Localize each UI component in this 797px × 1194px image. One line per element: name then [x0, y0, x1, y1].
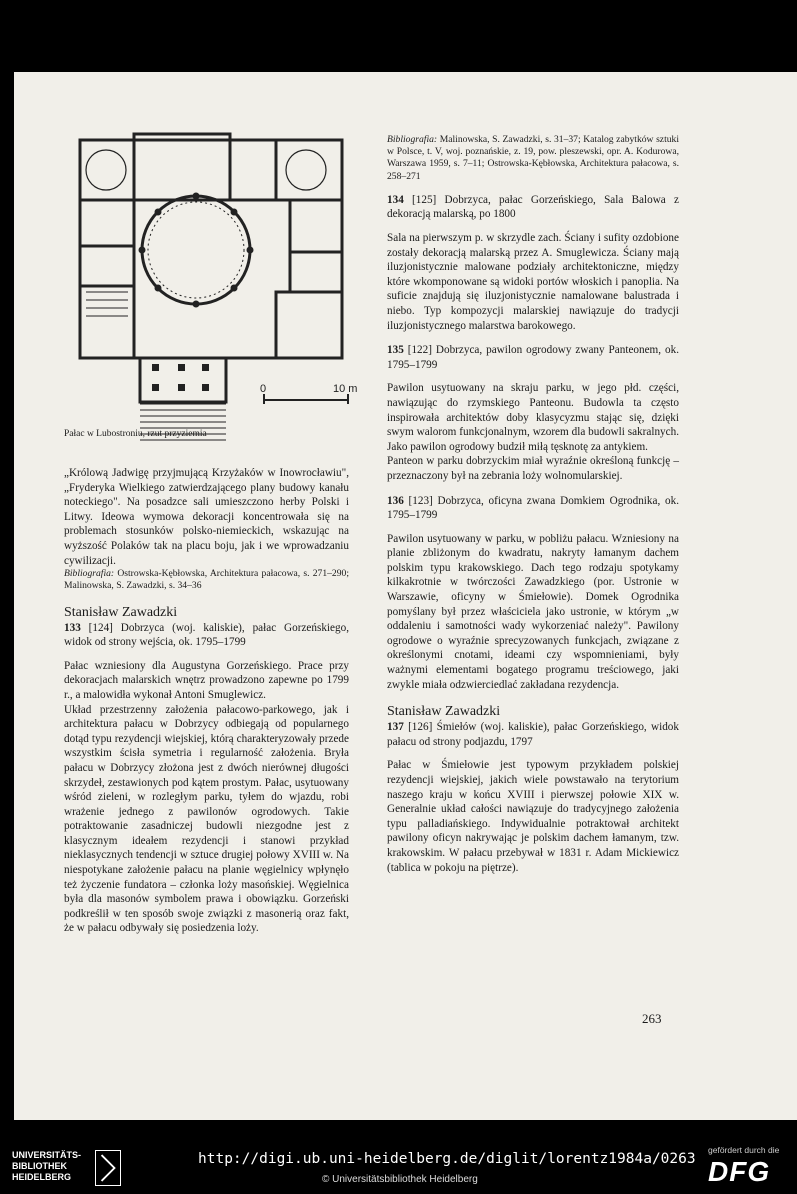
entry-133-title: 133 [124] Dobrzyca (woj. kaliskie), pałac Gorzeńskiego, widok od strony wejścia, ok. 1795–1799 — [64, 621, 349, 649]
entry-134-paragraph: Sala na pierwszym p. w skrzydle zach. Ściany i sufity ozdobione zostały dekoracją malarską przez A. Smuglewicza. Ściany mają iluzjonistycznie malowane podziały architektoniczne, między które wkomponowane są widoki portów włoskich i panoplia. Na suficie znajdują się iluzjonistycznie namalowane balustrada i niebo. Typ kompozycji malarskiej nawiązuje do tradycji iluzjonistycznego malarstwa barokowego. — [387, 232, 679, 332]
dfg-logo[interactable]: DFG — [708, 1156, 771, 1187]
entry-136-title: 136 [123] Dobrzyca, oficyna zwana Domkiem Ogrodnika, ok. 1795–1799 — [387, 494, 679, 522]
copyright-notice: © Universitätsbibliothek Heidelberg — [322, 1174, 478, 1185]
author-heading: Stanisław Zawadzki — [64, 604, 178, 620]
figure-caption: Pałac w Lubostroniu, rzut przyziemia — [64, 429, 207, 439]
left-paragraph-1: „Królową Jadwigę przyjmującą Krzyżaków w Inowrocławiu", „Fryderyka Wielkiego zatwierdzającego plany budowy kanału noteckiego". Na posadzce sali umieszczono herby Polski i Litwy. Ideowa wymowa dekoracji koncentrowała się na problemach stosunków polsko-niemieckich, wskazując na wyższość Polaków tak na placu boju, jak i we wprowadzaniu cywilizacji. — [64, 467, 349, 567]
scale-ten: 10 m — [333, 383, 358, 395]
entry-135-title: 135 [122] Dobrzyca, pawilon ogrodowy zwany Panteonem, ok. 1795–1799 — [387, 344, 679, 371]
viewer-footer — [0, 1120, 797, 1194]
entry-135-paragraph-1: Pawilon usytuowany na skraju parku, w jego płd. części, nawiązując do rzymskiego Panteonu. Budowla ta często inspirowała architektów doby klasycyzmu stając się, dzięki swym walorom funkcjonalnym, wzorem dla budowli sakralnych. Jako pawilon ogrodowy budził miłą tęsknotę za antykiem. — [387, 382, 679, 453]
dfg-funding-label: gefördert durch die — [708, 1145, 780, 1155]
university-library-logo[interactable] — [12, 1150, 127, 1188]
author-heading-2: Stanisław Zawadzki — [387, 704, 501, 720]
library-name: UNIVERSITÄTS- BIBLIOTHEK HEIDELBERG — [12, 1150, 82, 1182]
right-column — [387, 134, 679, 875]
floor-plan-drawing — [78, 132, 368, 452]
entry-137-title: 137 [126] Śmiełów (woj. kaliskie), pałac Gorzeńskiego, widok pałacu od strony podjazdu, 1797 — [387, 721, 679, 748]
entry-137-paragraph: Pałac w Śmiełowie jest typowym przykładem polskiej rezydencji wiejskiej, jakich wiele powstawało na terytorium naszego kraju w końcu XVIII i pierwszej połowie XIX w. Generalnie układ całości nawiązuje do tradycyjnego założenia typu palladiańskiego. Indywidualnie potraktował architekt pawilony oficyn nakrywając je polskim dachem łamanym, tzw. krakowskim. W pałacu przebywał w 1831 r. Adam Mickiewicz (tablica w pokoju na piętrze). — [387, 759, 679, 874]
left-column — [64, 466, 349, 936]
entry-134-title: 134 [125] Dobrzyca, pałac Gorzeńskiego, Sala Balowa z dekoracją malarską, po 1800 — [387, 193, 679, 221]
entry-136-paragraph: Pawilon usytuowany w parku, w pobliżu pałacu. Wzniesiony na planie zbliżonym do kwadratu, nakryty łamanym dachem polskim typu krakowskiego. Dach tego rodzaju spotykamy kilkakrotnie w twórczości Zawadzkiego (por. Ustronie w Warszawie, oficyny w Śmiełowie). Domek Ogrodnika pomyślany był przez właściciela jako ustronie, w którym „w oddaleniu i samotności wady wykorzeniać należy". Pawilony ogrodowe o wyraźnie sprecyzowanych funkcjach, związane z określonymi cnotami, ideami czy wspomnieniami, były ważnymi elementami bogatego programu treściowego, jaki zwykle miała odzwierciedlać zakładana rezydencja. — [387, 532, 679, 691]
entry-133-paragraph-2: Układ przestrzenny założenia pałacowo-parkowego, jak i architektura pałacu w Dobrzycy odbiegają od popularnego dotąd typu rezydencji wiejskiej, którą charakteryzowały przede wszystkim ścisła symetria i regularność założenia. Bryła pałacu w Dobrzycy złożona jest z dwóch nierównej długości skrzydeł, zestawionych pod kątem prostym. Pałac, usytuowany wśród zieleni, w rozległym parku, tyłem do wjazdu, robi wrażenie jednego z pawilonów ogrodowych. Takie potraktowanie zasadniczej budowli niezgodne jest z klasycznym ideałem rezydencji i stanowi przykład nieklasycznych tendencji w sztuce drugiej połowy XVIII w. Na niespotykane założenie pałacu na planie węgielnicy wpłynęło też życzenie fundatora – członka loży masońskiej. Węgielnica była dla masonów symbolem prawa i obowiązku. Gorzeński podkreślił w ten sposób swoje związki z masonerią oraz fakt, że w pałacu odbywały się posiedzenia loży. — [64, 703, 349, 935]
entry-133-paragraph-1: Pałac wzniesiony dla Augustyna Gorzeńskiego. Prace przy dekoracjach malarskich wnętrz prowadzono zapewne po 1799 r., a malowidła wykonał Antoni Smuglewicz. — [64, 659, 349, 701]
page-number: 263 — [642, 1011, 662, 1026]
permalink-url[interactable]: http://digi.ub.uni-heidelberg.de/diglit/lorentz1984a/0263 — [198, 1151, 696, 1167]
entry-135-paragraph-2: Panteon w parku dobrzyckim miał wyraźnie określoną funkcję – przeznaczony był na zebrania loży wolnomularskiej. — [387, 455, 679, 482]
left-bibliography: Bibliografia: Ostrowska-Kębłowska, Architektura pałacowa, s. 271–290; Malinowska, S. Zawadzki, s. 34–36 — [64, 568, 349, 592]
right-bibliography: Bibliografia: Malinowska, S. Zawadzki, s. 31–37; Katalog zabytków sztuki w Polsce, t. V, woj. poznańskie, z. 19, pow. pleszewski, opr. A. Kodurowa, Warszawa 1959, s. 7–11; Ostrowska-Kębłowska, Architektura pałacowa, s. 258–271 — [387, 134, 679, 182]
scale-zero: 0 — [260, 383, 267, 395]
library-emblem-icon — [95, 1150, 121, 1186]
book-page — [14, 72, 797, 1120]
